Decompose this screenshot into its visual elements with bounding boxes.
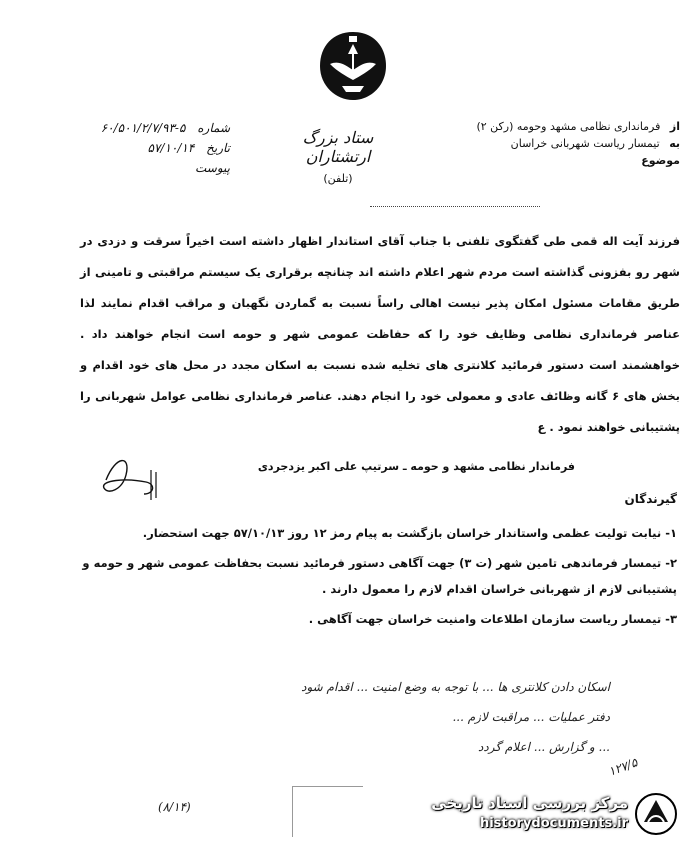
subject-row [410,152,680,169]
handwritten-line: ... و گزارش ... اعلام گردد [478,740,610,754]
org-title: ستاد بزرگ ارتشتاران [302,128,374,166]
subject-label: موضوع [641,154,680,167]
handwritten-number-right: ۱۲۷/۵ [606,755,640,779]
attachment-label: پیوست [195,161,230,175]
number-value: ۵-۶۰/۵۰۱/۲/۷/۹۳ [100,121,186,135]
to-row [410,135,680,152]
number-label: شماره [197,121,230,135]
from-row [410,118,680,135]
header-divider [370,206,540,207]
date-value: ۵۷/۱۰/۱۴ [147,141,195,155]
archive-watermark [409,790,684,838]
recipient-item: ۳- تیمسار ریاست سازمان اطلاعات وامنیت خراسان جهت آگاهی . [308,612,677,626]
header-reference-block [30,118,230,178]
archive-logo-icon [634,792,678,836]
handwritten-number-left: (۸/۱۴) [158,800,191,814]
recipients-list [57,520,677,636]
attachment-row [30,158,230,178]
date-label: تاریخ [206,141,230,155]
date-row [30,138,230,158]
header-recipient-block [410,118,680,169]
header-organization [268,128,408,185]
watermark-url: historydocuments.ir [479,816,628,831]
handwritten-line: اسکان دادن کلانتری ها ... با توجه به وضع امنیت ... اقدام شود [301,680,610,694]
signature-icon [96,450,176,505]
from-label: از [669,120,680,133]
recipient-item: ۱- نیابت تولیت عظمی واستاندار خراسان بازگشت به پیام رمز ۱۲ روز ۵۷/۱۰/۱۳ جهت استحضار. [142,526,677,540]
letter-body: فرزند آیت اله قمی طی گفتگوی تلفنی با جناب آقای استاندار اظهار داشته است اخیراً سرقت و دزدی در شهر رو بفزونی گذاشته است مردم شهر اعلام داشته اند چنانچه برقراری یک سیستم مراقبتی و تامینی از طریق مقامات مسئول امکان پذیر نیست اهالی راساً نسبت به گماردن نگهبان و مراقب اقدام نمایند لذا عناصر فرمانداری نظامی وظایف خود را که حفاظت عمومی شهر و حومه است انجام خواهند داد . خواهشمند است دستور فرمائید کلانتری های تخلیه شده نسبت به اسکان مجدد در محل های خود اقدام و بخش های ۶ گانه وظائف عادی و معمولی خود را انجام دهند. عناصر فرمانداری نظامی عوامل شهربانی را پشتیبانی خواهند نمود . ع [80,234,681,434]
recipients-title: گیرندگان [624,492,677,506]
from-value: فرمانداری نظامی مشهد وحومه (رکن ۲) [476,120,661,133]
handwritten-note [130,672,610,762]
commander-signature-line: فرماندار نظامی مشهد و حومه ـ سرتیپ علی اکبر یزدجردی [257,460,575,473]
handwritten-line: دفتر عملیات ... مراقبت لازم ... [452,710,610,724]
to-value: تیمسار ریاست شهربانی خراسان [510,137,660,150]
army-emblem-icon [318,30,388,102]
stamp-corner [292,786,363,837]
number-row [30,118,230,138]
to-label: به [669,137,680,150]
recipient-item: ۲- تیمسار فرماندهی تامین شهر (ت ۳) جهت آگاهی دستور فرمائید نسبت بحفاظت عمومی شهر و حومه و پشتیبانی لازم از شهربانی خراسان اقدام لازم را معمول دارند . [82,556,677,596]
org-phone-label: (تلفن) [323,172,353,185]
watermark-name: مرکز بررسی اسناد تاریخی [431,794,628,812]
